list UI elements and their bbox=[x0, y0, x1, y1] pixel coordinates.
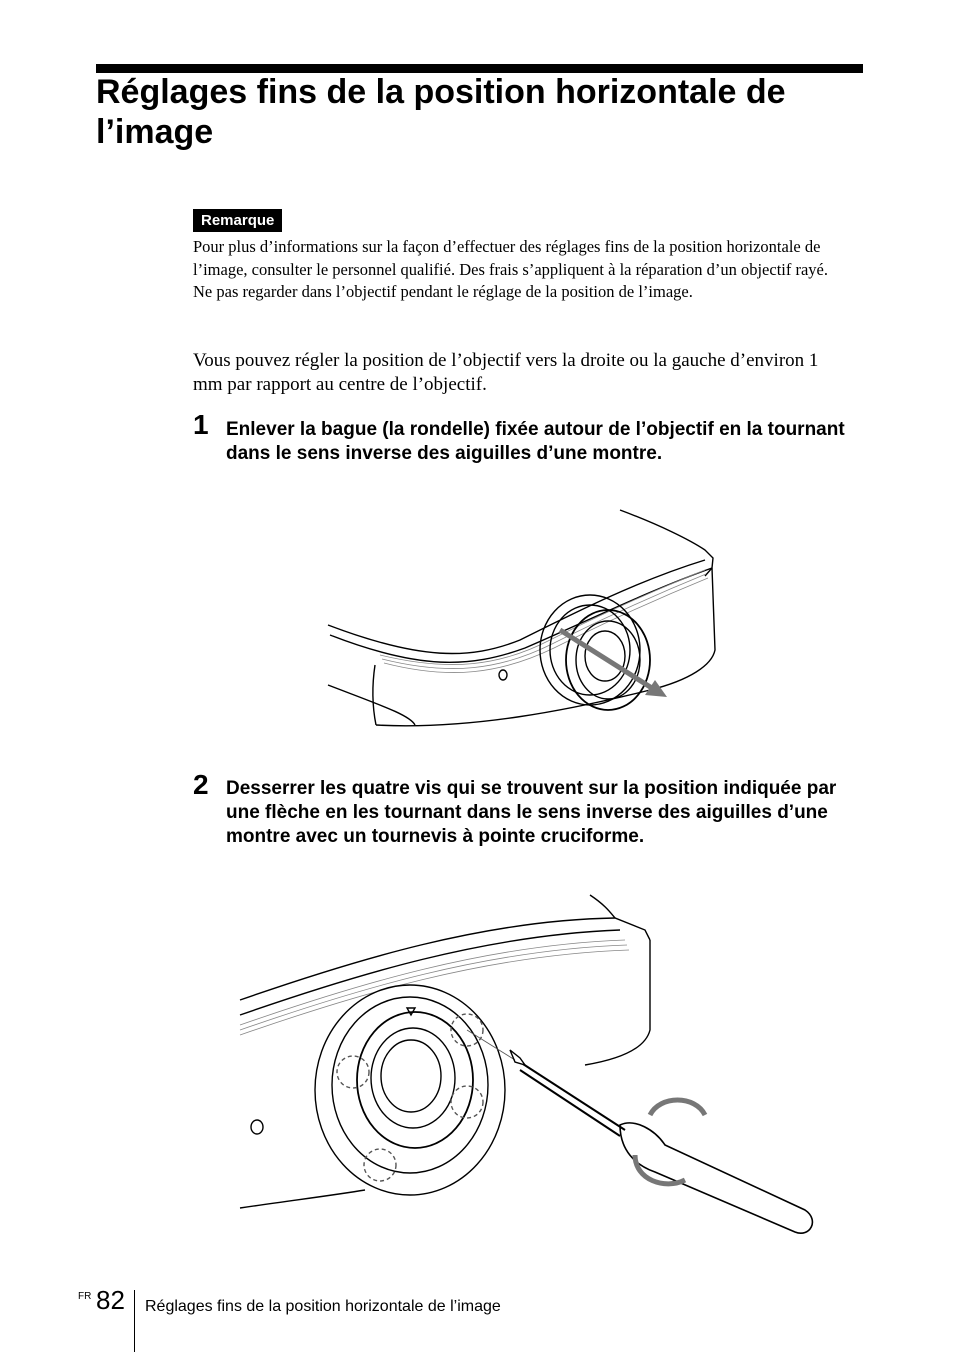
sensor-dot bbox=[499, 670, 507, 680]
page-title: Réglages fins de la position horizontale de l’image bbox=[96, 73, 786, 151]
projector-body-top bbox=[240, 918, 650, 1000]
projector-bottom-edge bbox=[240, 1190, 365, 1208]
screwdriver-tip bbox=[510, 1050, 525, 1065]
screw-marker bbox=[337, 1056, 369, 1088]
vent-grille bbox=[380, 570, 708, 673]
sensor-dot bbox=[251, 1120, 263, 1134]
note-line: Ne pas regarder dans l’objectif pendant le réglage de la position de l’image. bbox=[193, 282, 693, 302]
figure-screw-loosening bbox=[235, 890, 825, 1235]
projector-body-top bbox=[328, 560, 705, 654]
note-box bbox=[193, 236, 843, 304]
lens-glass bbox=[381, 1040, 441, 1112]
projector-top-edge bbox=[590, 895, 615, 918]
step-2-text: Desserrer les quatre vis qui se trouvent sur la position indiquée par une flèche en les tournant dans le sens inverse des aiguilles d’une montre avec un tournevis à pointe cruciforme. bbox=[226, 778, 837, 847]
projector-front-edge bbox=[328, 685, 415, 725]
page-number: 82 bbox=[96, 1285, 125, 1315]
lens-plate bbox=[332, 997, 488, 1173]
screwdriver-shaft bbox=[523, 1064, 625, 1130]
figure-lens-ring-removal bbox=[320, 500, 740, 745]
lens-barrel bbox=[371, 1028, 455, 1128]
intro-paragraph: Vous pouvez régler la position de l’objectif vers la droite ou la gauche d’environ 1 mm par rapport au centre de l’objectif. bbox=[193, 350, 819, 395]
vent-grille bbox=[240, 940, 629, 1035]
rotation-arrow-icon bbox=[635, 1100, 705, 1184]
projector-side-edge bbox=[585, 940, 650, 1065]
screw-marker bbox=[364, 1149, 396, 1181]
footer-language: FR bbox=[78, 1291, 92, 1302]
projector-top-edge bbox=[620, 510, 713, 576]
screwdriver-icon bbox=[510, 1050, 812, 1233]
footer-section-title: Réglages fins de la position horizontale de l’image bbox=[145, 1298, 501, 1315]
projector-body-top-inner bbox=[330, 568, 712, 662]
step-1-number: 1 bbox=[193, 409, 209, 440]
step-1-text: Enlever la bague (la rondelle) fixée autour de l’objectif en la tournant dans le sens inverse des aiguilles d’une montre. bbox=[226, 419, 845, 464]
note-label: Remarque bbox=[193, 209, 282, 232]
projector-front-corner bbox=[373, 665, 376, 725]
note-line: Pour plus d’informations sur la façon d’effectuer des réglages fins de la position horizontale de l’image, consulter le personnel qualifié. Des frais s’appliquent à la réparation d’un objectif rayé. bbox=[193, 237, 829, 279]
footer-divider bbox=[134, 1290, 135, 1352]
screw-marker bbox=[451, 1086, 483, 1118]
screwdriver-shaft bbox=[520, 1070, 620, 1136]
step-2-number: 2 bbox=[193, 769, 209, 800]
